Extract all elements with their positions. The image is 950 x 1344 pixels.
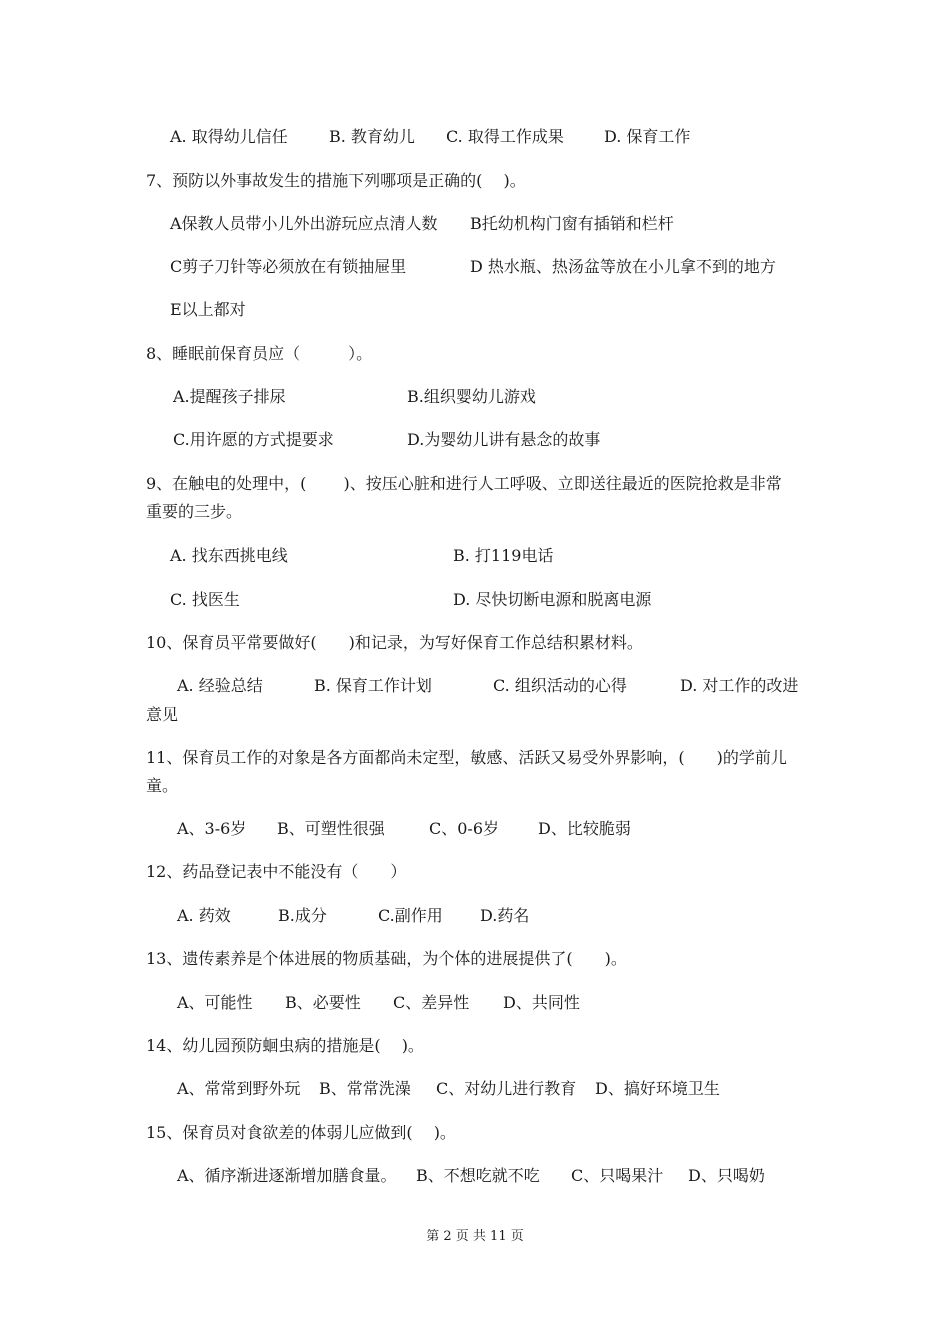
q15-option-a: A、循序渐进逐渐增加膳食量。 (177, 1166, 397, 1185)
q9-option-a: A. 找东西挑电线 (170, 546, 288, 565)
q7-option-c: C剪子刀针等必须放在有锁抽屉里 (170, 257, 407, 276)
question-9-stem-continued: 重要的三步。 (146, 502, 243, 521)
q6-option-c: C. 取得工作成果 (446, 127, 564, 146)
q10-option-d: D. 对工作的改进 (680, 676, 799, 695)
q6-option-b: B. 教育幼儿 (329, 127, 415, 146)
page-number-footer: 第 2 页 共 11 页 (426, 1229, 524, 1244)
q8-option-b: B.组织婴幼儿游戏 (407, 387, 536, 406)
q14-option-a: A、常常到野外玩 (177, 1079, 301, 1098)
question-14-stem: 14、幼儿园预防蛔虫病的措施是( )。 (146, 1036, 424, 1055)
q14-option-c: C、对幼儿进行教育 (436, 1079, 577, 1098)
question-9-stem: 9、在触电的处理中，( )、按压心脏和进行人工呼吸、立即送往最近的医院抢救是非常 (146, 474, 782, 493)
q7-option-a: A保教人员带小儿外出游玩应点清人数 (170, 214, 438, 233)
q11-option-c: C、0-6岁 (429, 819, 500, 838)
q7-option-e: E以上都对 (170, 300, 246, 319)
q12-option-d: D.药名 (480, 906, 530, 925)
q6-option-a: A. 取得幼儿信任 (170, 127, 288, 146)
q12-option-b: B.成分 (278, 906, 327, 925)
question-11-stem: 11、保育员工作的对象是各方面都尚未定型，敏感、活跃又易受外界影响，( )的学前儿 (146, 748, 787, 767)
q9-option-c: C. 找医生 (170, 590, 240, 609)
q10-option-d-continued: 意见 (146, 705, 179, 724)
q8-option-c: C.用许愿的方式提要求 (173, 430, 334, 449)
question-15-stem: 15、保育员对食欲差的体弱儿应做到( )。 (146, 1123, 456, 1142)
q14-option-d: D、搞好环境卫生 (595, 1079, 720, 1098)
question-12-stem: 12、药品登记表中不能没有（ ） (146, 862, 407, 881)
q11-option-a: A、3-6岁 (177, 819, 247, 838)
q14-option-b: B、常常洗澡 (319, 1079, 411, 1098)
question-10-stem: 10、保育员平常要做好( )和记录，为写好保育工作总结积累材料。 (146, 633, 643, 652)
q10-option-b: B. 保育工作计划 (314, 676, 432, 695)
q10-option-c: C. 组织活动的心得 (493, 676, 627, 695)
question-11-stem-continued: 童。 (146, 776, 179, 795)
q15-option-d: D、只喝奶 (688, 1166, 765, 1185)
q13-option-d: D、共同性 (503, 993, 580, 1012)
q15-option-c: C、只喝果汁 (571, 1166, 664, 1185)
q7-option-b: B托幼机构门窗有插销和栏杆 (470, 214, 674, 233)
q15-option-b: B、不想吃就不吃 (416, 1166, 540, 1185)
q12-option-a: A. 药效 (177, 906, 231, 925)
q11-option-b: B、可塑性很强 (277, 819, 385, 838)
q6-option-d: D. 保育工作 (604, 127, 691, 146)
q9-option-b: B. 打119电话 (453, 546, 554, 565)
q13-option-b: B、必要性 (285, 993, 361, 1012)
q11-option-d: D、比较脆弱 (538, 819, 631, 838)
question-13-stem: 13、遗传素养是个体进展的物质基础，为个体的进展提供了( )。 (146, 949, 627, 968)
question-8-stem: 8、睡眠前保育员应（ ）。 (146, 344, 373, 363)
q13-option-c: C、差异性 (393, 993, 470, 1012)
q7-option-d: D 热水瓶、热汤盆等放在小儿拿不到的地方 (470, 257, 776, 276)
q8-option-d: D.为婴幼儿讲有悬念的故事 (407, 430, 601, 449)
q8-option-a: A.提醒孩子排尿 (173, 387, 286, 406)
q10-option-a: A. 经验总结 (177, 676, 263, 695)
q12-option-c: C.副作用 (378, 906, 443, 925)
q9-option-d: D. 尽快切断电源和脱离电源 (453, 590, 652, 609)
q13-option-a: A、可能性 (177, 993, 253, 1012)
question-7-stem: 7、预防以外事故发生的措施下列哪项是正确的( )。 (146, 171, 526, 190)
